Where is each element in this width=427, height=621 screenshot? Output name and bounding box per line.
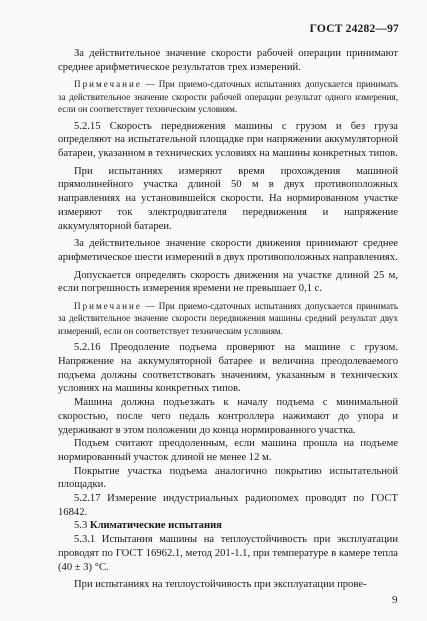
paragraph: За действительное значение скорости рабочей операции принимают среднее арифметическое результатов трех измерений. [58,48,398,73]
paragraph: При испытаниях на теплоустойчивость при эксплуатации прове- [74,579,367,591]
paragraph: Допускается определять скорость движения на участке длиной 25 м, если погрешность измерения времени не превышает 0,1 с. [58,269,398,295]
paragraph: 5.2.17 Измерение индустриальных радиопомех проводят по ГОСТ 16842. [58,493,398,518]
paragraph: Подъем считают преодоленным, если машина прошла на подъеме нормированный участок длиной не менее 12 м. [58,438,398,463]
note [58,300,398,337]
section-title: Климатические испытания [89,520,222,532]
paragraph: Покрытие участка подъема аналогично покрытию испытательной площадки. [58,465,398,491]
page-content [58,47,398,592]
paragraph: 5.2.15 Скорость передвижения машины с грузом и без груза определяют на испытательной площадке при напряжении аккумуляторной батареи, указанном в технических условиях на машины конкретных типов. [58,120,398,160]
paragraph: При испытаниях измеряют время прохождения машиной прямолинейного участка длиной 50 м в двух противоположных направлениях на установившейся скорости. На нормированном участке измеряют ток электродвигателя передвижения и напряжение аккумуляторной батареи. [58,165,398,232]
page-header: ГОСТ 24282—97 [309,23,399,35]
note [58,78,398,115]
paragraph: Машина должна подъезжать к началу подъема с минимальной скоростью, после чего педаль контроллера нажимают до упора и удерживают в этом положении до конца нормированного участка. [58,397,398,436]
note-label: Примечание [74,301,142,312]
note-text: — При приемо-сдаточных испытаниях допускается принимать за действительное значение скорости передвижения машины средний результат двух измерений, если он соответствует техническим условиям. [58,301,398,336]
paragraph: За действительное значение скорости движения принимают среднее арифметическое шести измерений в двух противоположных направлениях. [58,238,398,263]
paragraph: 5.2.16 Преодоление подъема проверяют на машине с грузом. Напряжение на аккумуляторной батарее и величина преодолеваемого подъема должны соответствовать значениям, указанным в технических условиях на машины конкретных типов. [58,342,398,395]
paragraph: 5.3.1 Испытания машины на теплоустойчивость при эксплуатации проводят по ГОСТ 16962.1, метод 201-1.1, при температуре в камере тепла (40 ± 3) °С. [58,534,398,573]
section-number: 5.3 [74,520,90,532]
section-heading [58,519,398,533]
page-number: 9 [392,594,398,606]
note-text: — При приемо-сдаточных испытаниях допускается принимать за действительное значение скорости рабочей операции результат одного измерения, если он соответствует техническим условиям. [58,79,398,115]
note-label: Примечание [74,79,142,90]
